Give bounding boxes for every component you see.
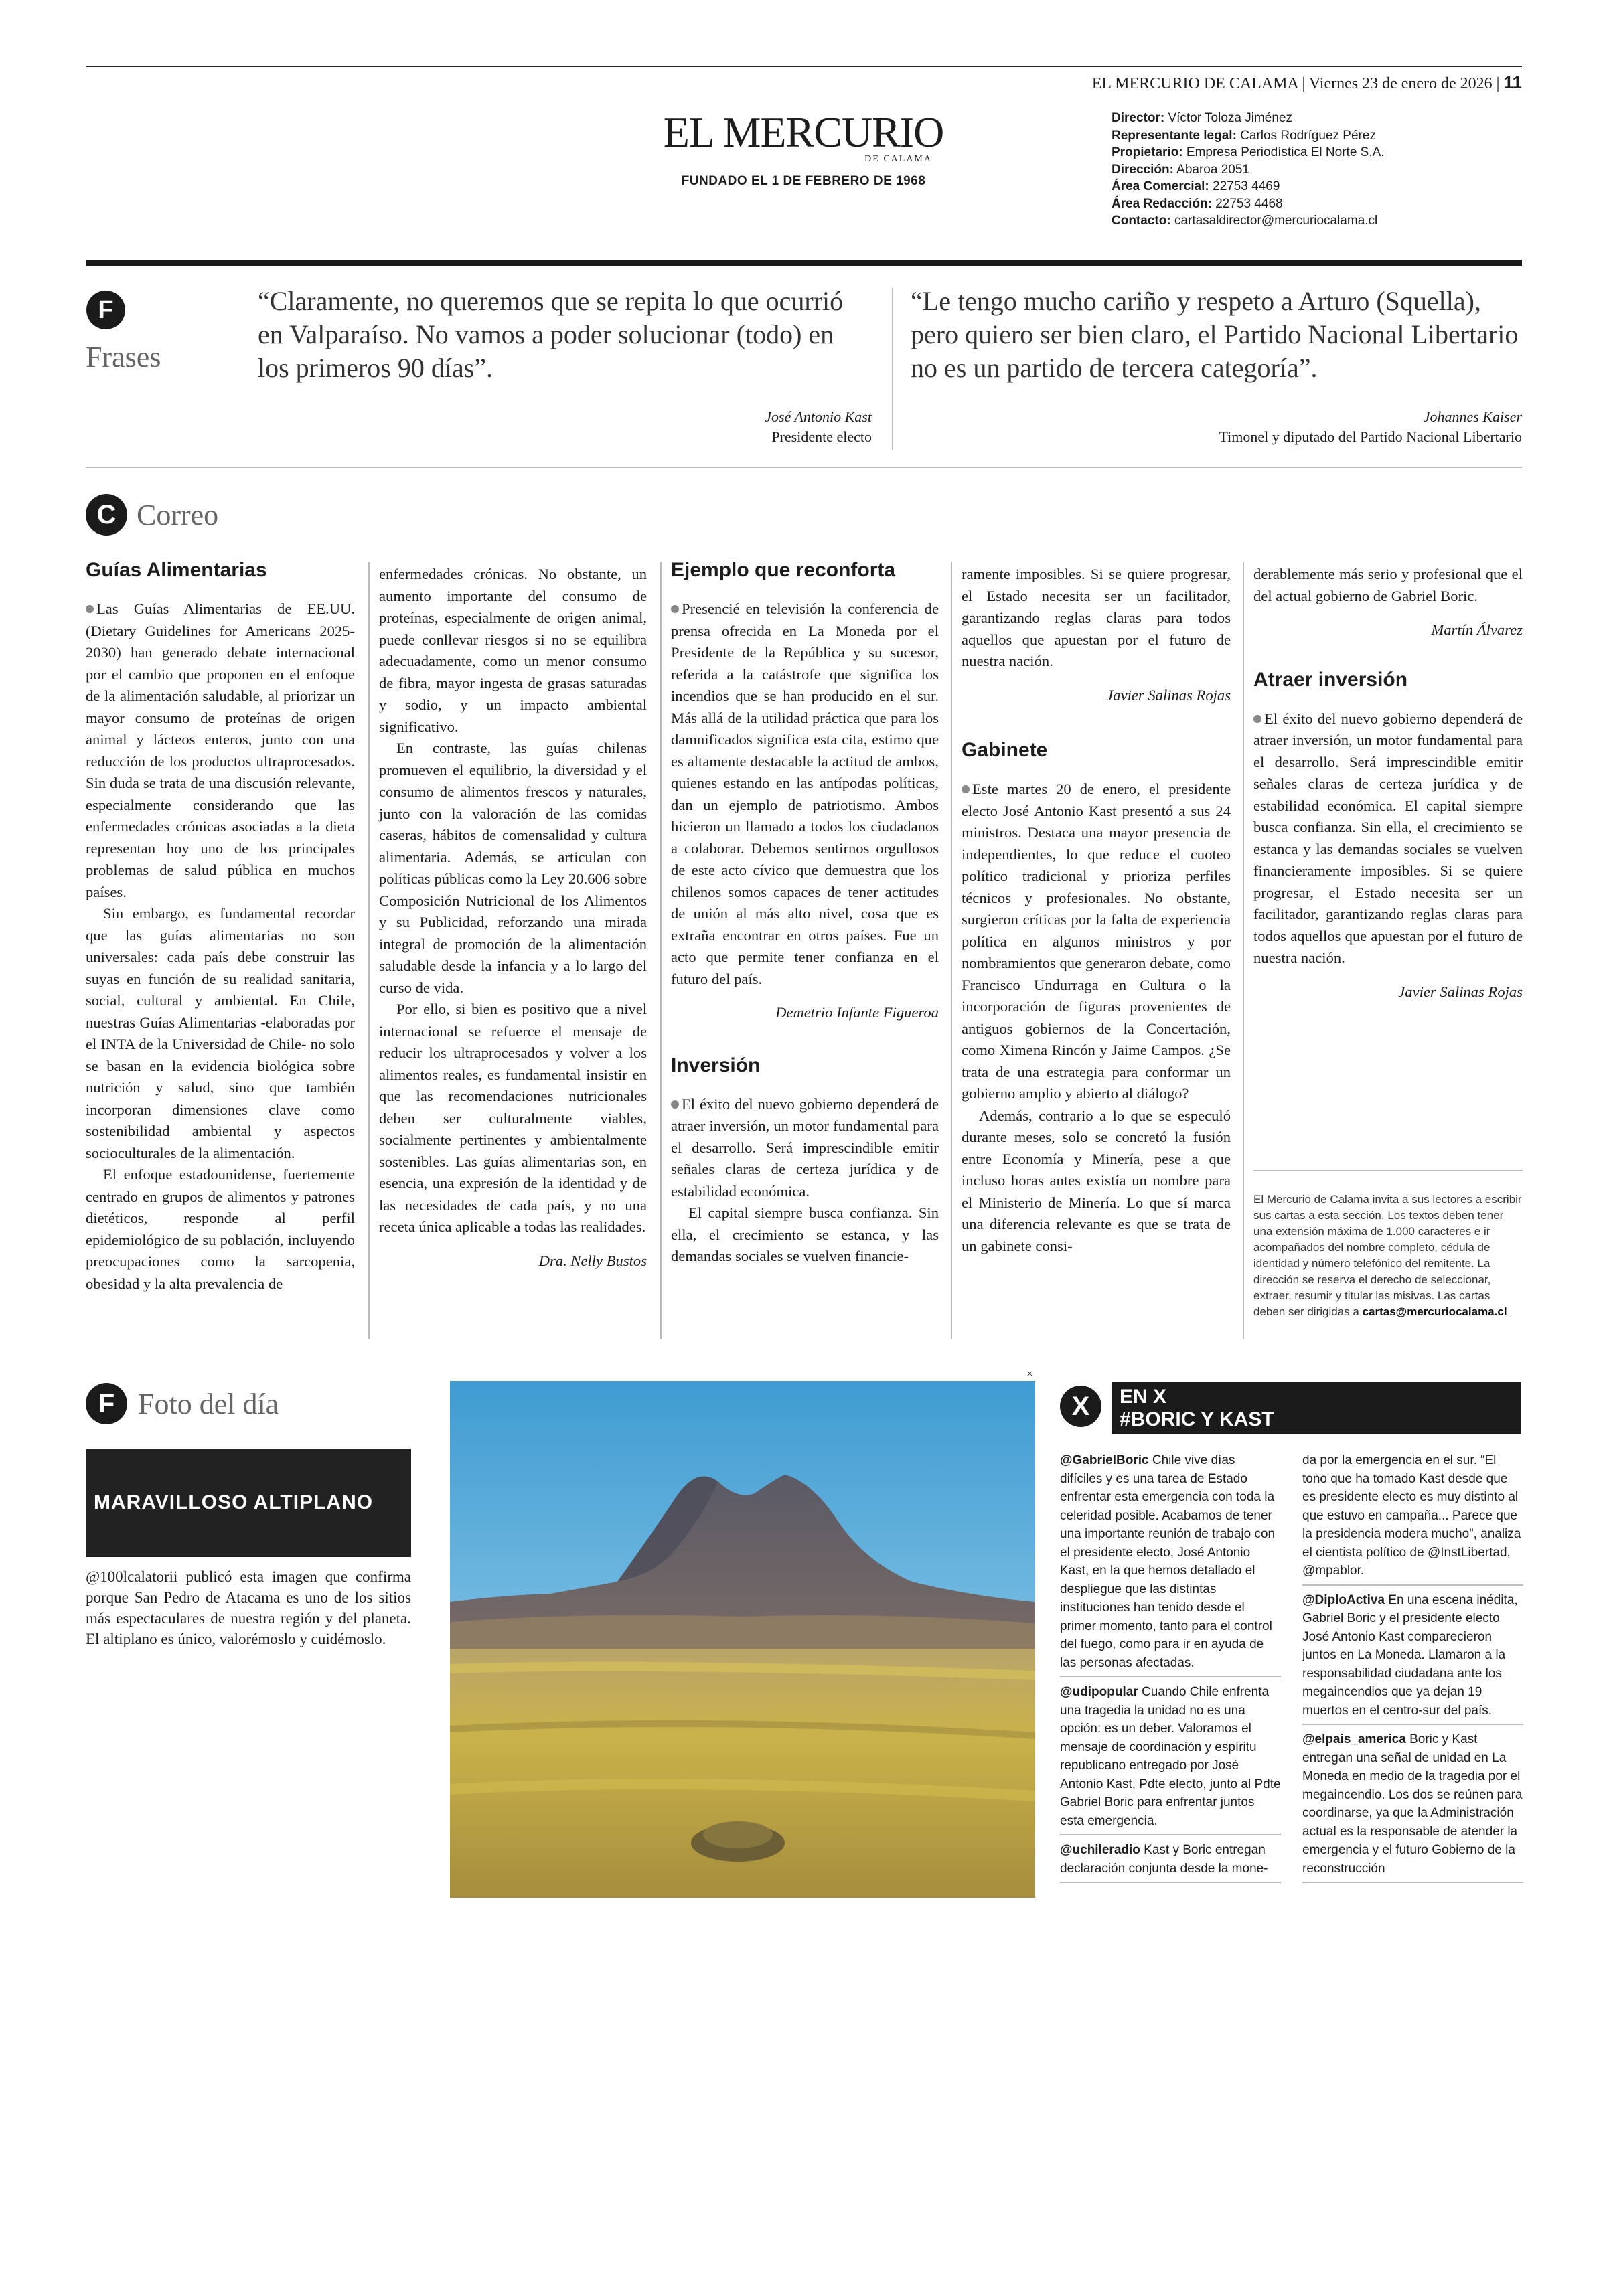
tweet-handle[interactable]: @uchileradio — [1060, 1843, 1140, 1857]
staff-value: Carlos Rodríguez Pérez — [1240, 128, 1376, 143]
letter-paragraph: Las Guías Alimentarias de EE.UU. (Dietary Guidelines for Americans 2025-2030) han generado debate internacional por el cambio que proponen en el enfoque de la alimentación saludable, al priorizar un mayor consumo de proteínas de origen animal y lácteos enteros, junto con una reducción de los productos ultraprocesados. Sin duda se trata de una discusión relevante, especialmente considerando que las enfermedades crónicas asociadas a la dieta representan hoy uno de los principales problemas de salud pública en muchos países. — [86, 600, 355, 900]
tweet-item — [1302, 1451, 1523, 1586]
letter-signature: Demetrio Infante Figueroa — [775, 1004, 939, 1021]
staff-label: Director: — [1112, 111, 1165, 125]
column-divider — [660, 562, 662, 1339]
column-divider — [1243, 562, 1244, 1339]
letter-paragraph: Además, contrario a lo que se especuló durante meses, solo se concretó la fusión entre Economía y Minería, pese a que incluso horas antes existía un nombre para el Ministerio de Minería. Lo que sí marca una diferencia relevante es que se trata de un gabinete consi- — [962, 1106, 1231, 1254]
letter-signature: Javier Salinas Rojas — [1106, 686, 1231, 704]
staff-value: Víctor Toloza Jiménez — [1168, 111, 1292, 125]
letter-paragraph: El enfoque estadounidense, fuertemente centrado en grupos de alimentos y patrones dietéticos, responde al perfil epidemiológico de su población, incluyendo preocupaciones como la sarcopenia, obesidad y la alta prevalencia de — [86, 1166, 355, 1292]
staff-box — [1112, 110, 1385, 230]
letter-paragraph: Presencié en televisión la conferencia de prensa ofrecida en La Moneda por el Presidente de la República y su sucesor, referida a la catástrofe que significa los incendios que se han producido en el sur. Más allá de la utilidad práctica que para los damnificados significa esta cita, estimo que es altamente destacable la actitud de ambos, quienes estando en las antípodas políticas, dan un ejemplo de patriotismo. Ambos hicieron un llamado a todos los ciudadanos a colaborar. Debemos sentirnos orgullosos de este acto cívico que demuestra que los chilenos somos capaces de tener actitudes de unión al más alto nivel, cosa que es extraña encontrar en otros países. Fue un acto que permite tener confianza en el futuro del país. — [671, 600, 939, 987]
letter-paragraph: Por ello, si bien es positivo que a nivel internacional se refuerce el mensaje de reducir los ultraprocesados y volver a los alimentos reales, es fundamental insistir en que las recomendaciones nutricionales deben ser culturalmente viables, socialmente pertinentes y ambientalmente sostenibles. Las guías alimentarias son, en esencia, una expresión de la identidad y de las necesidades de cada país, y no una receta única aplicable a todas las realidades. — [379, 1001, 647, 1235]
bullet-icon — [1253, 715, 1261, 723]
quote-1-name: José Antonio Kast — [765, 408, 872, 425]
quote-2-role: Timonel y diputado del Partido Nacional Libertario — [1219, 428, 1522, 445]
staff-value: Abaroa 2051 — [1176, 162, 1249, 177]
letter-title-ejemplo: Ejemplo que reconforta — [671, 559, 896, 581]
letter-signature: Martín Álvarez — [1431, 621, 1523, 638]
letter-signature: Javier Salinas Rojas — [1398, 983, 1523, 1000]
letter-paragraph: ramente imposibles. Si se quiere progresar, el Estado necesita ser un facilitador, garantizando reglas claras para todos aquellos que apuestan por el futuro de nuestra nación. — [962, 566, 1231, 669]
staff-value[interactable]: cartasaldirector@mercuriocalama.cl — [1174, 214, 1378, 228]
top-rule — [86, 66, 1522, 67]
foto-badge-icon: F — [86, 1383, 127, 1424]
staff-value: 22753 4468 — [1215, 196, 1283, 211]
altiplano-image — [450, 1381, 1035, 1898]
folio — [1092, 72, 1522, 93]
photo-title: MARAVILLOSO ALTIPLANO — [86, 1449, 411, 1557]
letter-paragraph: Este martes 20 de enero, el presidente electo José Antonio Kast presentó a sus 24 ministros. Destaca una mayor presencia de independientes, lo que reduce el cuoteo político tradicional y prioriza perfiles técnicos y profesionales. No obstante, surgieron críticas por la falta de experiencia política en algunos ministros y por nombramientos que generaron debate, como Francisco Undurraga en Cultura o la incorporación de figuras provenientes de antiguos gobiernos de la Concertación, como Ximena Rincón y Jaime Campos. ¿Se trata de una estrategia para conformar un gobierno amplio y abierto al diálogo? — [962, 781, 1231, 1102]
letter-title-inversion: Inversión — [671, 1054, 761, 1076]
quote-1-text: “Claramente, no queremos que se repita lo que ocurrió en Valparaíso. No vamos a poder solucionar (todo) en los primeros 90 días”. — [258, 286, 844, 383]
photo-altiplano — [450, 1381, 1035, 1898]
foto-label: Foto del día — [138, 1388, 279, 1420]
staff-row — [1112, 161, 1385, 179]
quote-divider — [892, 288, 893, 450]
letter-paragraph: En contraste, las guías chilenas promueven el equilibrio, la diversidad y el consumo de alimentos frescos y naturales, junto con la valoración de las comidas caseras, hábitos de comensalidad y cultura alimentaria. Además, se articulan con políticas públicas como la Ley 20.606 sobre Composición Nutricional de los Alimentos y su Publicidad, reforzando una mirada integral de promoción de la alimentación saludable desde la infancia y a lo largo del curso de vida. — [379, 740, 647, 996]
enx-line2: #BORIC Y KAST — [1120, 1408, 1274, 1430]
quote-1-role: Presidente electo — [771, 428, 872, 445]
column-divider — [368, 562, 370, 1339]
correo-badge-icon: C — [86, 494, 127, 536]
letter-paragraph: enfermedades crónicas. No obstante, un aumento importante del consumo de proteínas, especialmente de origen animal, puede conllevar riesgos si no se equilibra adecuadamente, como un menor consumo de fibra, mayor ingesta de grasas saturadas y sodio, y un impacto ambiental significativo. — [379, 566, 647, 735]
letter-paragraph: El capital siempre busca confianza. Sin ella, el crecimiento se estanca, y las demandas sociales se vuelven financie- — [671, 1204, 939, 1264]
letter-signature: Dra. Nelly Bustos — [538, 1252, 647, 1269]
enx-header — [1112, 1382, 1521, 1434]
frases-bottom-rule — [86, 467, 1522, 468]
enx-line1: EN X — [1120, 1386, 1167, 1408]
tweet-handle[interactable]: @GabrielBoric — [1060, 1453, 1149, 1467]
tweet-handle[interactable]: @DiploActiva — [1302, 1592, 1385, 1607]
x-badge-icon: X — [1060, 1386, 1101, 1427]
tweets-column-right — [1302, 1451, 1523, 1888]
masthead-name: EL MERCURIO — [663, 108, 944, 156]
quote-2-text: “Le tengo mucho cariño y respeto a Arturo (Squella), pero quiero ser bien claro, el Partido Nacional Libertario no es un partido de tercera categoría”. — [911, 286, 1519, 383]
bullet-icon — [86, 605, 94, 613]
tweet-item — [1302, 1730, 1523, 1883]
note-rule — [1253, 1170, 1523, 1171]
tweet-item — [1060, 1683, 1281, 1835]
column-divider — [951, 562, 952, 1339]
photo-caption: @100lcalatorii publicó esta imagen que confirma porque San Pedro de Atacama es uno de los sitios más espectaculares de nuestra región y del planeta. El altiplano es único, valorémoslo y cuidémoslo. — [86, 1568, 411, 1647]
letter-title-guias: Guías Alimentarias — [86, 559, 267, 581]
close-icon: × — [1026, 1367, 1034, 1380]
note-text: El Mercurio de Calama invita a sus lectores a escribir sus cartas a esta sección. Los textos deben tener una extensión máxima de 1.000 caracteres e ir acompañados del nombre completo, cédula de identidad y número telefónico del remitente. La dirección se reserva el derecho de seleccionar, extraer, resumir y titular las misivas. Las cartas deben ser dirigidas a — [1253, 1193, 1522, 1318]
letter-paragraph: El éxito del nuevo gobierno dependerá de atraer inversión, un motor fundamental para el desarrollo. Será imprescindible emitir señales claras de certeza jurídica y de estabilidad económica. — [671, 1095, 939, 1200]
masthead-sub: DE CALAMA — [864, 154, 932, 164]
letters-note — [1253, 1192, 1523, 1320]
staff-row — [1112, 195, 1385, 213]
tweet-text: da por la emergencia en el sur. “El tono que ha tomado Kast desde que es presidente electo es muy distinto al que estuvo en campaña... Parece que la presidencia modera mucho”, analiza el cientista político de @InstLibertad, @mpablor. — [1302, 1453, 1521, 1578]
masthead — [663, 108, 944, 189]
quote-1-attribution — [603, 407, 872, 447]
tweet-text: Chile vive días difíciles y es una tarea de Estado enfrentar esta emergencia con toda la celeridad posible. Acabamos de tener una importante reunión de trabajo con el presidente electo, José Antonio Kast, en la que hemos detallado el despliegue que las distintas instituciones han tenido desde el primer momento, tanto para el control del fuego, como para ir en ayuda de las personas afectadas. — [1060, 1453, 1276, 1670]
staff-row — [1112, 144, 1385, 161]
staff-row — [1112, 110, 1385, 127]
bullet-icon — [962, 785, 970, 793]
letter-paragraph: Sin embargo, es fundamental recordar que las guías alimentarias no son universales: cada país debe construir las suyas en función de su realidad sanitaria, social, cultural y ambiental. En Chile, nuestras Guías Alimentarias -elaboradas por el INTA de la Universidad de Chile- no solo se basan en la evidencia biológica sobre nutrición y salud, sino que también incorporan dimensiones clave como sostenibilidad ambiental y aspectos socioculturales de la alimentación. — [86, 905, 355, 1161]
staff-label: Contacto: — [1112, 214, 1171, 228]
bullet-icon — [671, 605, 679, 613]
staff-row — [1112, 212, 1385, 230]
staff-value: Empresa Periodística El Norte S.A. — [1186, 145, 1385, 159]
tweet-item — [1060, 1451, 1281, 1677]
staff-row — [1112, 127, 1385, 145]
letter-column-1 — [86, 558, 355, 1295]
staff-label: Propietario: — [1112, 145, 1183, 159]
staff-label: Área Redacción: — [1112, 196, 1212, 211]
letter-column-3 — [671, 558, 939, 1268]
tweet-text: Boric y Kast entregan una señal de unidad en La Moneda en medio de la tragedia por el megaincendio. Los dos se reúnen para coordinarse, ya que la Administración actual es la responsable de atender la emergencia y el futuro Gobierno de la reconstrucción — [1302, 1732, 1523, 1876]
staff-row — [1112, 178, 1385, 195]
letter-title-atraer: Atraer inversión — [1253, 668, 1408, 691]
note-email-link[interactable]: cartas@mercuriocalama.cl — [1362, 1305, 1507, 1318]
folio-text: EL MERCURIO DE CALAMA | Viernes 23 de enero de 2026 | — [1091, 75, 1500, 92]
letter-paragraph: derablemente más serio y profesional que el del actual gobierno de Gabriel Boric. — [1253, 566, 1523, 604]
frases-label: Frases — [86, 341, 161, 374]
tweet-item — [1302, 1591, 1523, 1726]
bullet-icon — [671, 1100, 679, 1109]
tweet-handle[interactable]: @elpais_america — [1302, 1732, 1406, 1746]
letter-title-gabinete: Gabinete — [962, 739, 1048, 761]
letter-paragraph: El éxito del nuevo gobierno dependerá de atraer inversión, un motor fundamental para el desarrollo. Será imprescindible emitir señales claras de certeza jurídica y de estabilidad económica. El capital siempre busca confianza. Sin ella, el crecimiento se estanca y las demandas sociales se vuelven financieramente imposibles. Si se quiere progresar, el Estado necesita ser un facilitador, garantizando reglas claras para todos aquellos que apuestan por el futuro de nuestra nación. — [1253, 710, 1523, 966]
staff-label: Dirección: — [1112, 162, 1174, 177]
quote-2-attribution — [1071, 407, 1522, 447]
letter-column-5 — [1253, 564, 1523, 1003]
tweet-handle[interactable]: @udipopular — [1060, 1685, 1138, 1699]
tweet-text: Kast y Boric entregan declaración conjunta desde la mone- — [1060, 1843, 1268, 1876]
staff-label: Área Comercial: — [1112, 179, 1209, 193]
tweet-text: Cuando Chile enfrenta una tragedia la unidad no es una opción: es un deber. Valoramos el mensaje de coordinación y espíritu republicano entregado por José Antonio Kast, Pdte electo, junto al Pdte Gabriel Boric para enfrentar juntos esta emergencia. — [1060, 1685, 1281, 1828]
letter-column-4 — [962, 564, 1231, 1257]
letter-column-2 — [379, 564, 647, 1272]
quote-2-name: Johannes Kaiser — [1423, 408, 1522, 425]
tweets-column-left — [1060, 1451, 1281, 1888]
page-number: 11 — [1503, 72, 1522, 92]
frases-badge-icon: F — [86, 291, 125, 329]
section-divider — [86, 260, 1522, 266]
staff-value: 22753 4469 — [1213, 179, 1280, 193]
tweet-item — [1060, 1841, 1281, 1883]
staff-label: Representante legal: — [1112, 128, 1237, 143]
founded-line: FUNDADO EL 1 DE FEBRERO DE 1968 — [681, 174, 926, 188]
tweet-text: En una escena inédita, Gabriel Boric y el presidente electo José Antonio Kast comparecieron juntos en La Moneda. Llamaron a la responsabilidad ciudadana ante los megaincendios que ya dejan 19 muertos en el centro-sur del país. — [1302, 1592, 1518, 1718]
correo-label: Correo — [137, 499, 219, 531]
